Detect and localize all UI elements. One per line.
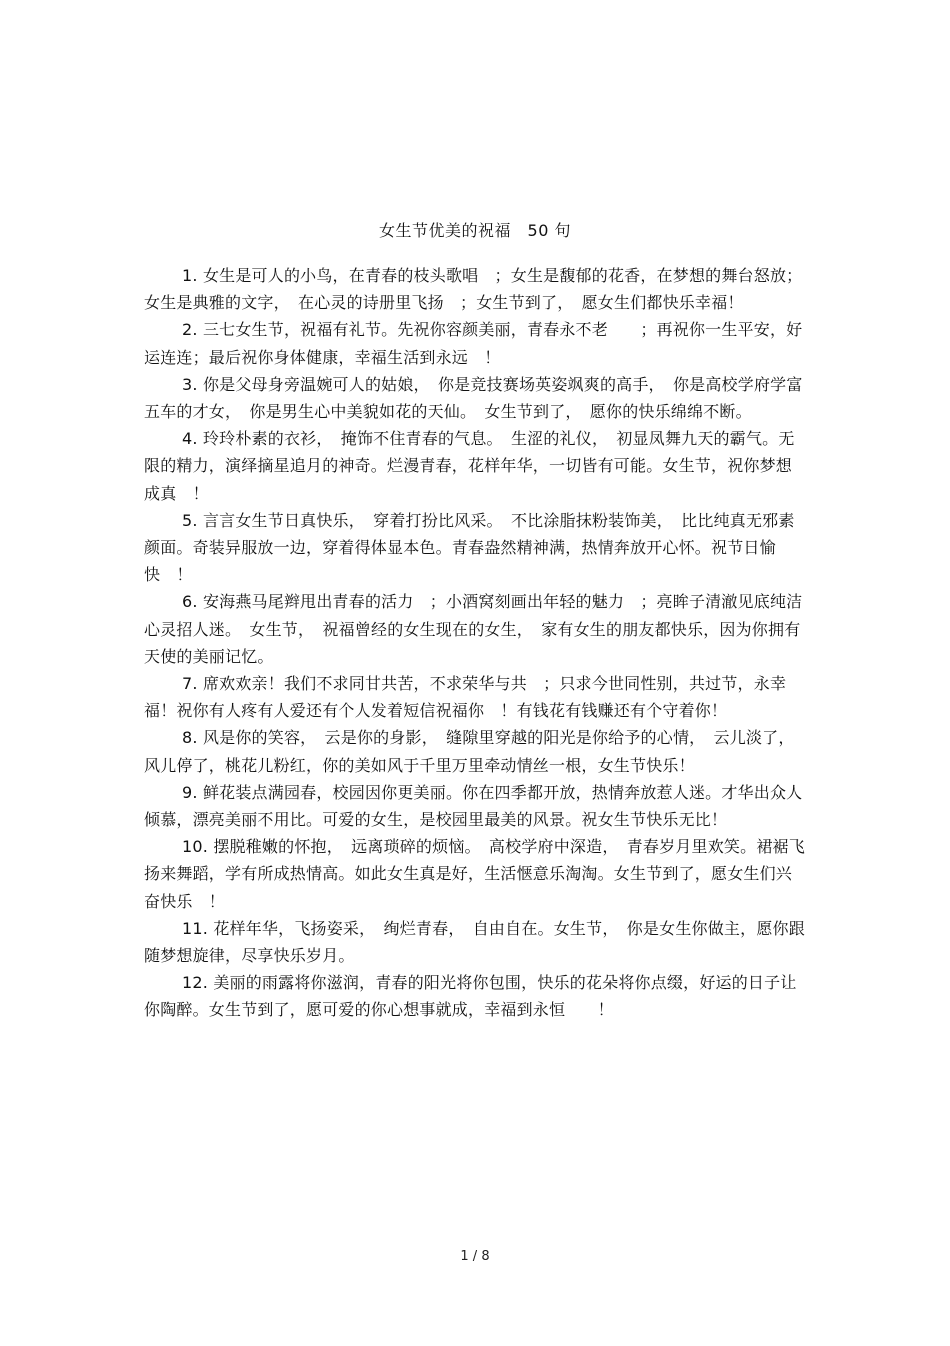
paragraph-12: 12. 美丽的雨露将你滋润，青春的阳光将你包围，快乐的花朵将你点缀，好运的日子让你陶醉。女生节到了，愿可爱的你心想事就成，幸福到永恒 ！ [144, 973, 797, 1020]
paragraph-7: 7. 席欢欢亲！我们不求同甘共苦，不求荣华与共 ；只求今世同性别，共过节，永幸福！祝你有人疼有人爱还有个人发着短信祝福你 ！有钱花有钱赚还有个守着你！ [144, 674, 787, 721]
document-body [144, 262, 806, 1024]
paragraph-9: 9. 鲜花装点满园春，校园因你更美丽。你在四季都开放，热情奔放惹人迷。才华出众人倾慕，漂亮美丽不用比。可爱的女生，是校园里最美的风景。祝女生节快乐无比！ [144, 782, 803, 830]
page-indicator: 1 / 8 [460, 1249, 490, 1264]
paragraph-5: 5. 言言女生节日真快乐， 穿着打扮比风采。 不比涂脂抹粉装饰美， 比比纯真无邪素颜面。奇装异服放一边，穿着得体显本色。青春盎然精神满，热情奔放开心怀。祝节日愉快 ！ [144, 510, 795, 585]
paragraph-2: 2. 三七女生节，祝福有礼节。先祝你容颜美丽，青春永不老 ；再祝你一生平安，好运连连；最后祝你身体健康，幸福生活到永远 ！ [144, 320, 803, 367]
paragraph-6: 6. 安海燕马尾辫甩出青春的活力 ；小酒窝刻画出年轻的魅力 ；亮眸子清澈见底纯洁心灵招人迷。 女生节， 祝福曾经的女生现在的女生， 家有女生的朋友都快乐，因为你拥有天使的美丽记忆。 [144, 592, 803, 666]
paragraph-4: 4. 玲玲朴素的衣衫， 掩饰不住青春的气息。 生涩的礼仪， 初显凤舞九天的霸气。无限的精力，演绎摘星追月的神奇。烂漫青春，花样年华，一切皆有可能。女生节，祝你梦想成真 ！ [144, 429, 795, 503]
document-title: 女生节优美的祝福 50 句 [379, 221, 571, 240]
paragraph-3: 3. 你是父母身旁温婉可人的姑娘， 你是竞技赛场英姿飒爽的高手， 你是高校学府学富五车的才女， 你是男生心中美貌如花的天仙。 女生节到了， 愿你的快乐绵绵不断。 [144, 374, 803, 422]
paragraph-1: 1. 女生是可人的小鸟，在青春的枝头歌唱 ；女生是馥郁的花香，在梦想的舞台怒放；女生是典雅的文字， 在心灵的诗册里飞扬 ；女生节到了， 愿女生们都快乐幸福！ [144, 266, 803, 313]
paragraph-8: 8. 风是你的笑容， 云是你的身影， 缝隙里穿越的阳光是你给予的心情， 云儿淡了，风儿停了，桃花儿粉红，你的美如风于千里万里牵动情丝一根，女生节快乐！ [144, 728, 795, 775]
paragraph-10: 10. 摆脱稚嫩的怀抱， 远离琐碎的烦恼。 高校学府中深造， 青春岁月里欢笑。裙裾飞扬来舞蹈，学有所成热情高。如此女生真是好，生活惬意乐淘淘。女生节到了，愿女生们兴奋快乐 ！ [144, 837, 805, 911]
paragraph-11: 11. 花样年华，飞扬姿采， 绚烂青春， 自由自在。女生节， 你是女生你做主，愿你跟随梦想旋律，尽享快乐岁月。 [144, 918, 805, 966]
